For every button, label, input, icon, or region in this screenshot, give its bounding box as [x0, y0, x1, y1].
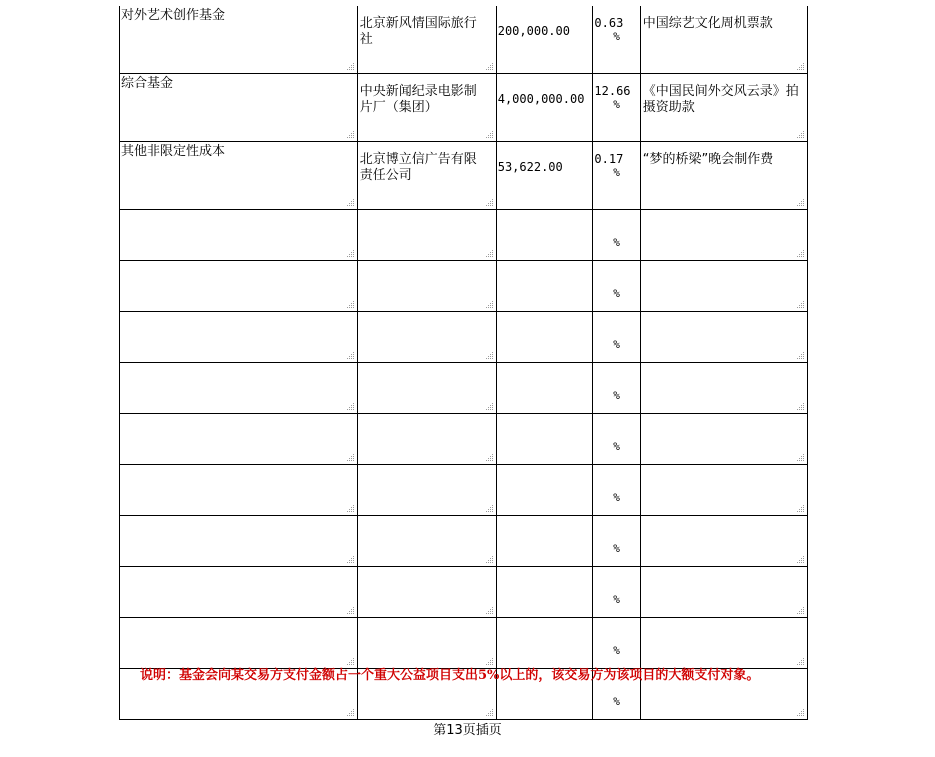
amount-text: 53,622.00: [497, 160, 563, 174]
cell-resize-dots-icon: [795, 503, 805, 513]
party-cell: [357, 363, 496, 414]
purpose-cell: [640, 516, 807, 567]
cell-resize-dots-icon: [345, 401, 355, 411]
cell-resize-dots-icon: [345, 605, 355, 615]
percent-sign: %: [613, 166, 620, 179]
cell-resize-dots-icon: [484, 248, 494, 258]
table-row: [120, 74, 808, 142]
amount-cell: [496, 6, 593, 74]
cell-resize-dots-icon: [795, 197, 805, 207]
cell-resize-dots-icon: [345, 554, 355, 564]
payment-table-body: [120, 6, 808, 720]
table-row: [120, 6, 808, 74]
payment-table: [119, 6, 808, 720]
percent-value: 0.63: [594, 16, 624, 30]
amount-cell: [496, 261, 593, 312]
cell-resize-dots-icon: [345, 707, 355, 717]
amount-text: 4,000,000.00: [497, 92, 585, 106]
percent-sign: %: [613, 389, 620, 402]
purpose-cell: [640, 142, 807, 210]
cell-resize-dots-icon: [484, 503, 494, 513]
empty-table-row: [120, 618, 808, 669]
category-cell: [120, 312, 358, 363]
cell-resize-dots-icon: [484, 401, 494, 411]
category-cell: [120, 363, 358, 414]
purpose-cell: [640, 414, 807, 465]
purpose-cell: [640, 74, 807, 142]
percent-value: 0.17: [594, 152, 624, 166]
party-cell: [357, 312, 496, 363]
party-cell: [357, 6, 496, 74]
percent-cell: [593, 363, 640, 414]
purpose-cell: [640, 567, 807, 618]
percent-cell: [593, 516, 640, 567]
empty-table-row: [120, 516, 808, 567]
category-cell: [120, 567, 358, 618]
cell-resize-dots-icon: [484, 197, 494, 207]
party-cell: [357, 210, 496, 261]
percent-cell: [593, 6, 640, 74]
category-text: 对外艺术创作基金: [121, 8, 226, 23]
cell-resize-dots-icon: [345, 350, 355, 360]
amount-cell: [496, 210, 593, 261]
amount-cell: [496, 363, 593, 414]
amount-cell: [496, 618, 593, 669]
cell-resize-dots-icon: [795, 350, 805, 360]
percent-sign: %: [613, 440, 620, 453]
cell-resize-dots-icon: [345, 452, 355, 462]
cell-resize-dots-icon: [484, 61, 494, 71]
party-cell: [357, 618, 496, 669]
empty-table-row: [120, 465, 808, 516]
cell-resize-dots-icon: [795, 554, 805, 564]
amount-cell: [496, 567, 593, 618]
percent-cell: [593, 567, 640, 618]
cell-resize-dots-icon: [345, 503, 355, 513]
explanation-note: 说明：基金会向某交易方支付金额占一个重大公益项目支出5%以上的，该交易方为该项目的大额支付对象。: [140, 668, 760, 683]
amount-cell: [496, 414, 593, 465]
percent-sign: %: [613, 98, 620, 111]
amount-cell: [496, 516, 593, 567]
amount-cell: [496, 74, 593, 142]
purpose-text: 中国综艺文化周机票款: [642, 16, 773, 31]
percent-cell: [593, 465, 640, 516]
percent-sign: %: [613, 542, 620, 555]
party-text: 北京新风情国际旅行社: [359, 16, 477, 47]
purpose-cell: [640, 312, 807, 363]
empty-table-row: [120, 210, 808, 261]
percent-sign: %: [613, 30, 620, 43]
cell-resize-dots-icon: [345, 61, 355, 71]
party-cell: [357, 414, 496, 465]
cell-resize-dots-icon: [795, 452, 805, 462]
purpose-text: 《中国民间外交风云录》拍摄资助款: [642, 84, 799, 115]
cell-resize-dots-icon: [795, 656, 805, 666]
percent-sign: %: [613, 644, 620, 657]
cell-resize-dots-icon: [484, 656, 494, 666]
purpose-cell: [640, 6, 807, 74]
party-cell: [357, 74, 496, 142]
purpose-cell: [640, 210, 807, 261]
amount-cell: [496, 142, 593, 210]
party-cell: [357, 261, 496, 312]
percent-cell: [593, 74, 640, 142]
cell-resize-dots-icon: [795, 707, 805, 717]
empty-table-row: [120, 312, 808, 363]
category-cell: [120, 465, 358, 516]
category-cell: [120, 210, 358, 261]
cell-resize-dots-icon: [484, 707, 494, 717]
purpose-cell: [640, 261, 807, 312]
cell-resize-dots-icon: [345, 248, 355, 258]
percent-sign: %: [613, 287, 620, 300]
party-cell: [357, 465, 496, 516]
category-cell: [120, 414, 358, 465]
amount-cell: [496, 312, 593, 363]
empty-table-row: [120, 414, 808, 465]
cell-resize-dots-icon: [484, 299, 494, 309]
party-text: 北京博立信广告有限责任公司: [359, 152, 477, 183]
percent-cell: [593, 210, 640, 261]
cell-resize-dots-icon: [345, 129, 355, 139]
cell-resize-dots-icon: [795, 605, 805, 615]
empty-table-row: [120, 363, 808, 414]
purpose-text: “梦的桥梁”晚会制作费: [642, 152, 774, 167]
cell-resize-dots-icon: [484, 605, 494, 615]
party-cell: [357, 567, 496, 618]
empty-table-row: [120, 261, 808, 312]
percent-value: 12.66: [594, 84, 631, 98]
percent-cell: [593, 312, 640, 363]
purpose-cell: [640, 363, 807, 414]
cell-resize-dots-icon: [795, 129, 805, 139]
cell-resize-dots-icon: [484, 452, 494, 462]
table-row: [120, 142, 808, 210]
party-text: 中央新闻纪录电影制片厂（集团）: [359, 84, 477, 115]
category-text: 其他非限定性成本: [121, 144, 226, 159]
cell-resize-dots-icon: [484, 350, 494, 360]
category-cell: [120, 6, 358, 74]
percent-cell: [593, 142, 640, 210]
percent-sign: %: [613, 593, 620, 606]
cell-resize-dots-icon: [484, 554, 494, 564]
category-cell: [120, 74, 358, 142]
cell-resize-dots-icon: [484, 129, 494, 139]
cell-resize-dots-icon: [795, 299, 805, 309]
percent-sign: %: [613, 491, 620, 504]
category-cell: [120, 516, 358, 567]
purpose-cell: [640, 465, 807, 516]
cell-resize-dots-icon: [345, 299, 355, 309]
purpose-cell: [640, 618, 807, 669]
category-cell: [120, 261, 358, 312]
cell-resize-dots-icon: [795, 61, 805, 71]
party-cell: [357, 142, 496, 210]
cell-resize-dots-icon: [345, 656, 355, 666]
percent-cell: [593, 618, 640, 669]
percent-sign: %: [613, 695, 620, 708]
cell-resize-dots-icon: [345, 197, 355, 207]
empty-table-row: [120, 567, 808, 618]
percent-sign: %: [613, 236, 620, 249]
cell-resize-dots-icon: [795, 248, 805, 258]
percent-sign: %: [613, 338, 620, 351]
category-cell: [120, 618, 358, 669]
amount-cell: [496, 465, 593, 516]
party-cell: [357, 516, 496, 567]
category-text: 综合基金: [121, 76, 174, 91]
percent-cell: [593, 261, 640, 312]
cell-resize-dots-icon: [795, 401, 805, 411]
page-footer: 第13页插页: [433, 723, 502, 738]
percent-cell: [593, 414, 640, 465]
category-cell: [120, 142, 358, 210]
amount-text: 200,000.00: [497, 24, 570, 38]
